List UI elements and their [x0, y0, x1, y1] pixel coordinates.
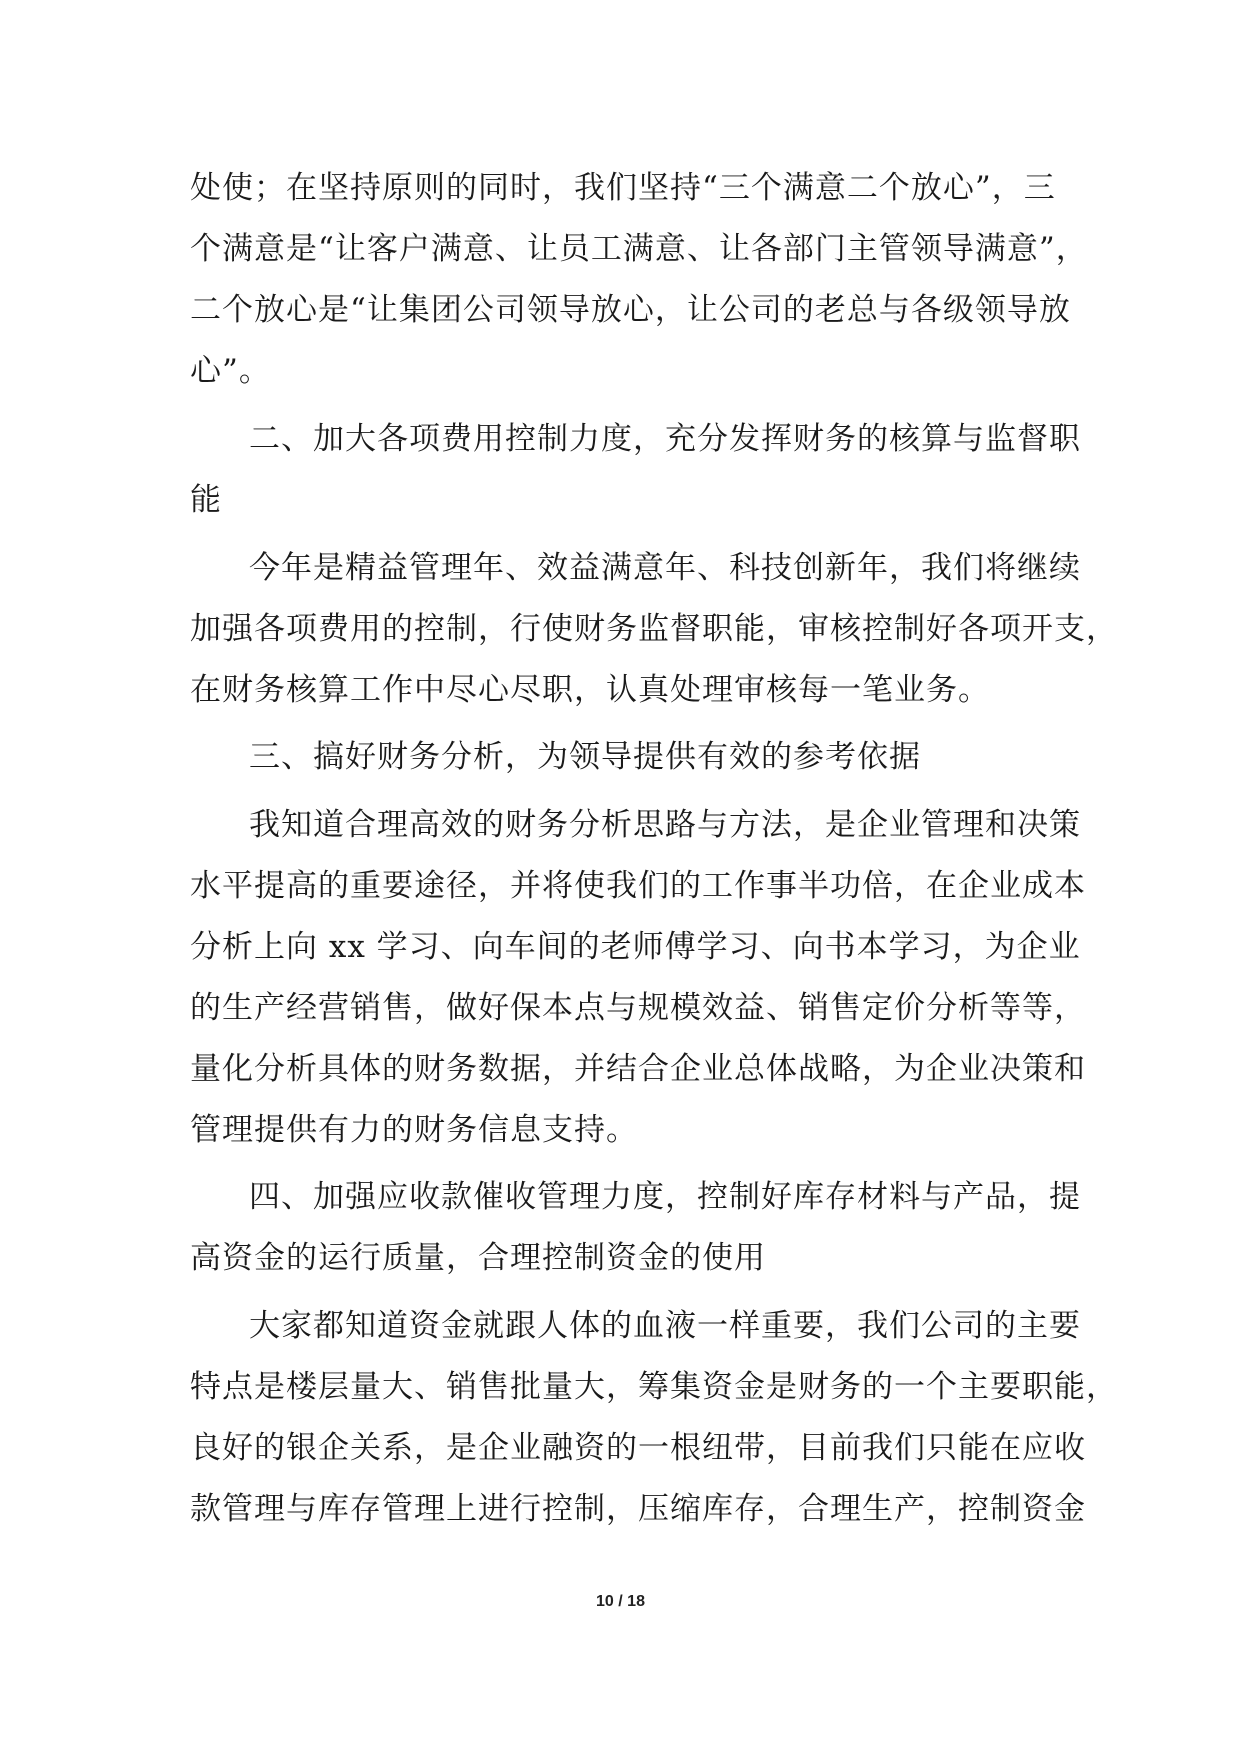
text-line: 水平提高的重要途径，并将使我们的工作事半功倍，在企业成本 — [190, 868, 1086, 904]
page-number: 10 / 18 — [596, 1593, 645, 1610]
text-line: 在财务核算工作中尽心尽职，认真处理审核每一笔业务。 — [190, 672, 990, 708]
text-line: 今年是精益管理年、效益满意年、科技创新年，我们将继续 — [249, 550, 1081, 586]
text-line: 分析上向 xx 学习、向车间的老师傅学习、向书本学习，为企业 — [190, 929, 1081, 965]
text-line: 款管理与库存管理上进行控制，压缩库存，合理生产，控制资金 — [190, 1491, 1086, 1527]
text-line: 大家都知道资金就跟人体的血液一样重要，我们公司的主要 — [249, 1308, 1081, 1344]
section-heading: 四、加强应收款催收管理力度，控制好库存材料与产品，提 — [249, 1179, 1081, 1215]
section-heading: 三、搞好财务分析，为领导提供有效的参考依据 — [249, 739, 921, 775]
section-heading: 高资金的运行质量，合理控制资金的使用 — [190, 1240, 766, 1276]
section-heading: 二、加大各项费用控制力度，充分发挥财务的核算与监督职 — [249, 421, 1081, 457]
text-line: 管理提供有力的财务信息支持。 — [190, 1112, 638, 1148]
text-line: 我知道合理高效的财务分析思路与方法，是企业管理和决策 — [249, 807, 1081, 843]
text-line: 二个放心是“让集团公司领导放心，让公司的老总与各级领导放 — [190, 292, 1071, 328]
section-heading: 能 — [190, 482, 222, 518]
text-line: 加强各项费用的控制，行使财务监督职能，审核控制好各项开支， — [190, 611, 1118, 647]
text-line: 良好的银企关系，是企业融资的一根纽带，目前我们只能在应收 — [190, 1430, 1086, 1466]
text-line: 个满意是“让客户满意、让员工满意、让各部门主管领导满意”， — [190, 231, 1088, 267]
text-line: 处使；在坚持原则的同时，我们坚持“三个满意二个放心”，三 — [190, 170, 1056, 206]
text-line: 的生产经营销售，做好保本点与规模效益、销售定价分析等等， — [190, 990, 1086, 1026]
text-line: 量化分析具体的财务数据，并结合企业总体战略，为企业决策和 — [190, 1051, 1086, 1087]
text-line: 特点是楼层量大、销售批量大，筹集资金是财务的一个主要职能， — [190, 1369, 1118, 1405]
text-line: 心”。 — [190, 353, 271, 389]
